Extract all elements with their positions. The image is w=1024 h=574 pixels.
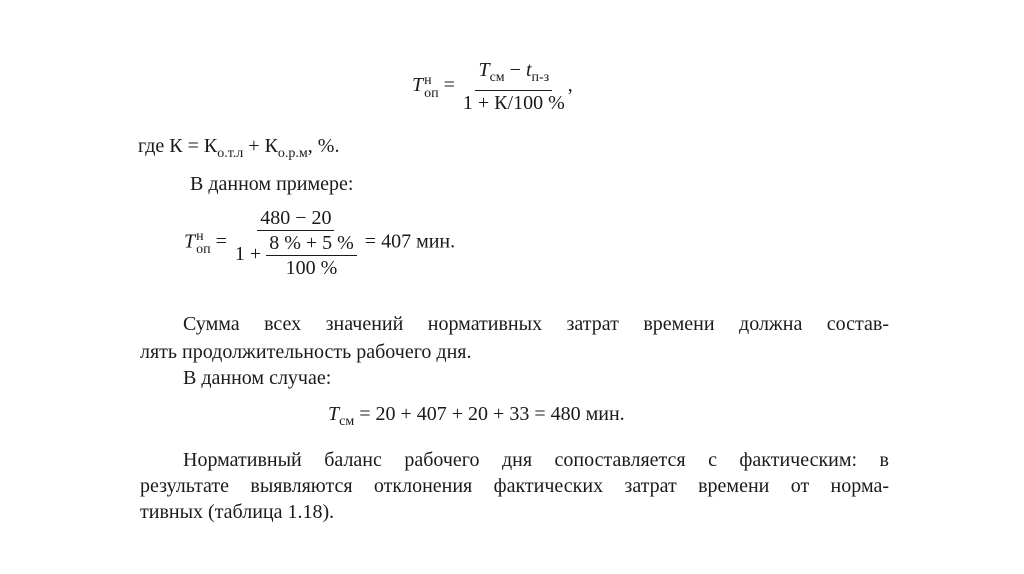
where-prefix: где [138, 135, 165, 157]
case-intro: В данном случае: [183, 367, 332, 389]
formula1-numerator [475, 58, 552, 91]
formula2-den-prefix: 1 + [234, 243, 262, 266]
formula1-lhs-sub: оп [424, 85, 439, 101]
paragraph-sum-line2: лять продолжительность рабочего дня. [140, 341, 472, 363]
formula2-result: = 407 мин. [364, 230, 456, 253]
formula1-num-sub2: п-з [531, 70, 550, 85]
example-intro: В данном примере: [190, 173, 354, 195]
formula1-fraction [460, 58, 568, 115]
paragraph-balance-line3: тивных (таблица 1.18). [140, 501, 335, 523]
where-k1: К = К [169, 135, 218, 157]
formula1-trailing-comma: , [567, 74, 573, 97]
where-k2-sub: о.р.м [277, 146, 308, 161]
formula-example [184, 206, 455, 280]
formula2-equals: = [215, 230, 227, 253]
formula3-rhs: = 20 + 407 + 20 + 33 = 480 мин. [359, 403, 625, 425]
where-line [138, 134, 339, 166]
formula2-denominator [232, 231, 360, 280]
formula2-inner-fraction [266, 231, 357, 280]
formula1-num-minus: − [504, 59, 526, 81]
where-k1-sub: о.т.л [217, 146, 244, 161]
formula2-lhs-indices [196, 230, 211, 256]
formula3-lhs-sub: см [339, 414, 355, 429]
formula2-numerator: 480 − 20 [257, 206, 334, 231]
formula1-num-var: T [478, 59, 490, 81]
formula1-lhs-sup: н [424, 72, 432, 88]
paragraph-balance-line2: результате выявляются отклонения фактических затрат времени от норма- [140, 475, 889, 497]
formula2-lhs-var: T [184, 230, 196, 253]
formula1-denominator: 1 + К/100 % [462, 92, 565, 114]
formula3-lhs-var: T [328, 403, 340, 425]
formula1-equals: = [443, 74, 455, 97]
where-suffix: , %. [307, 135, 340, 157]
formula1-lhs-var: T [412, 74, 424, 97]
formula2-inner-numerator: 8 % + 5 % [266, 231, 357, 256]
where-plus: + К [243, 135, 278, 157]
formula2-inner-denominator: 100 % [285, 257, 338, 279]
paragraph-sum-line1: Сумма всех значений нормативных затрат времени должна состав- [183, 313, 889, 335]
formula1-lhs-indices [424, 74, 439, 100]
formula-topn [412, 58, 573, 115]
formula2-fraction [232, 206, 360, 280]
paragraph-balance-line1: Нормативный баланс рабочего дня сопоставляется с фактическим: в [183, 449, 889, 471]
formula2-lhs-sub: оп [196, 242, 211, 257]
formula1-num-sub: см [489, 70, 505, 85]
formula1-num-var2: t [525, 59, 532, 81]
formula-shift [328, 402, 625, 434]
formula2-lhs-sup: н [196, 229, 204, 244]
